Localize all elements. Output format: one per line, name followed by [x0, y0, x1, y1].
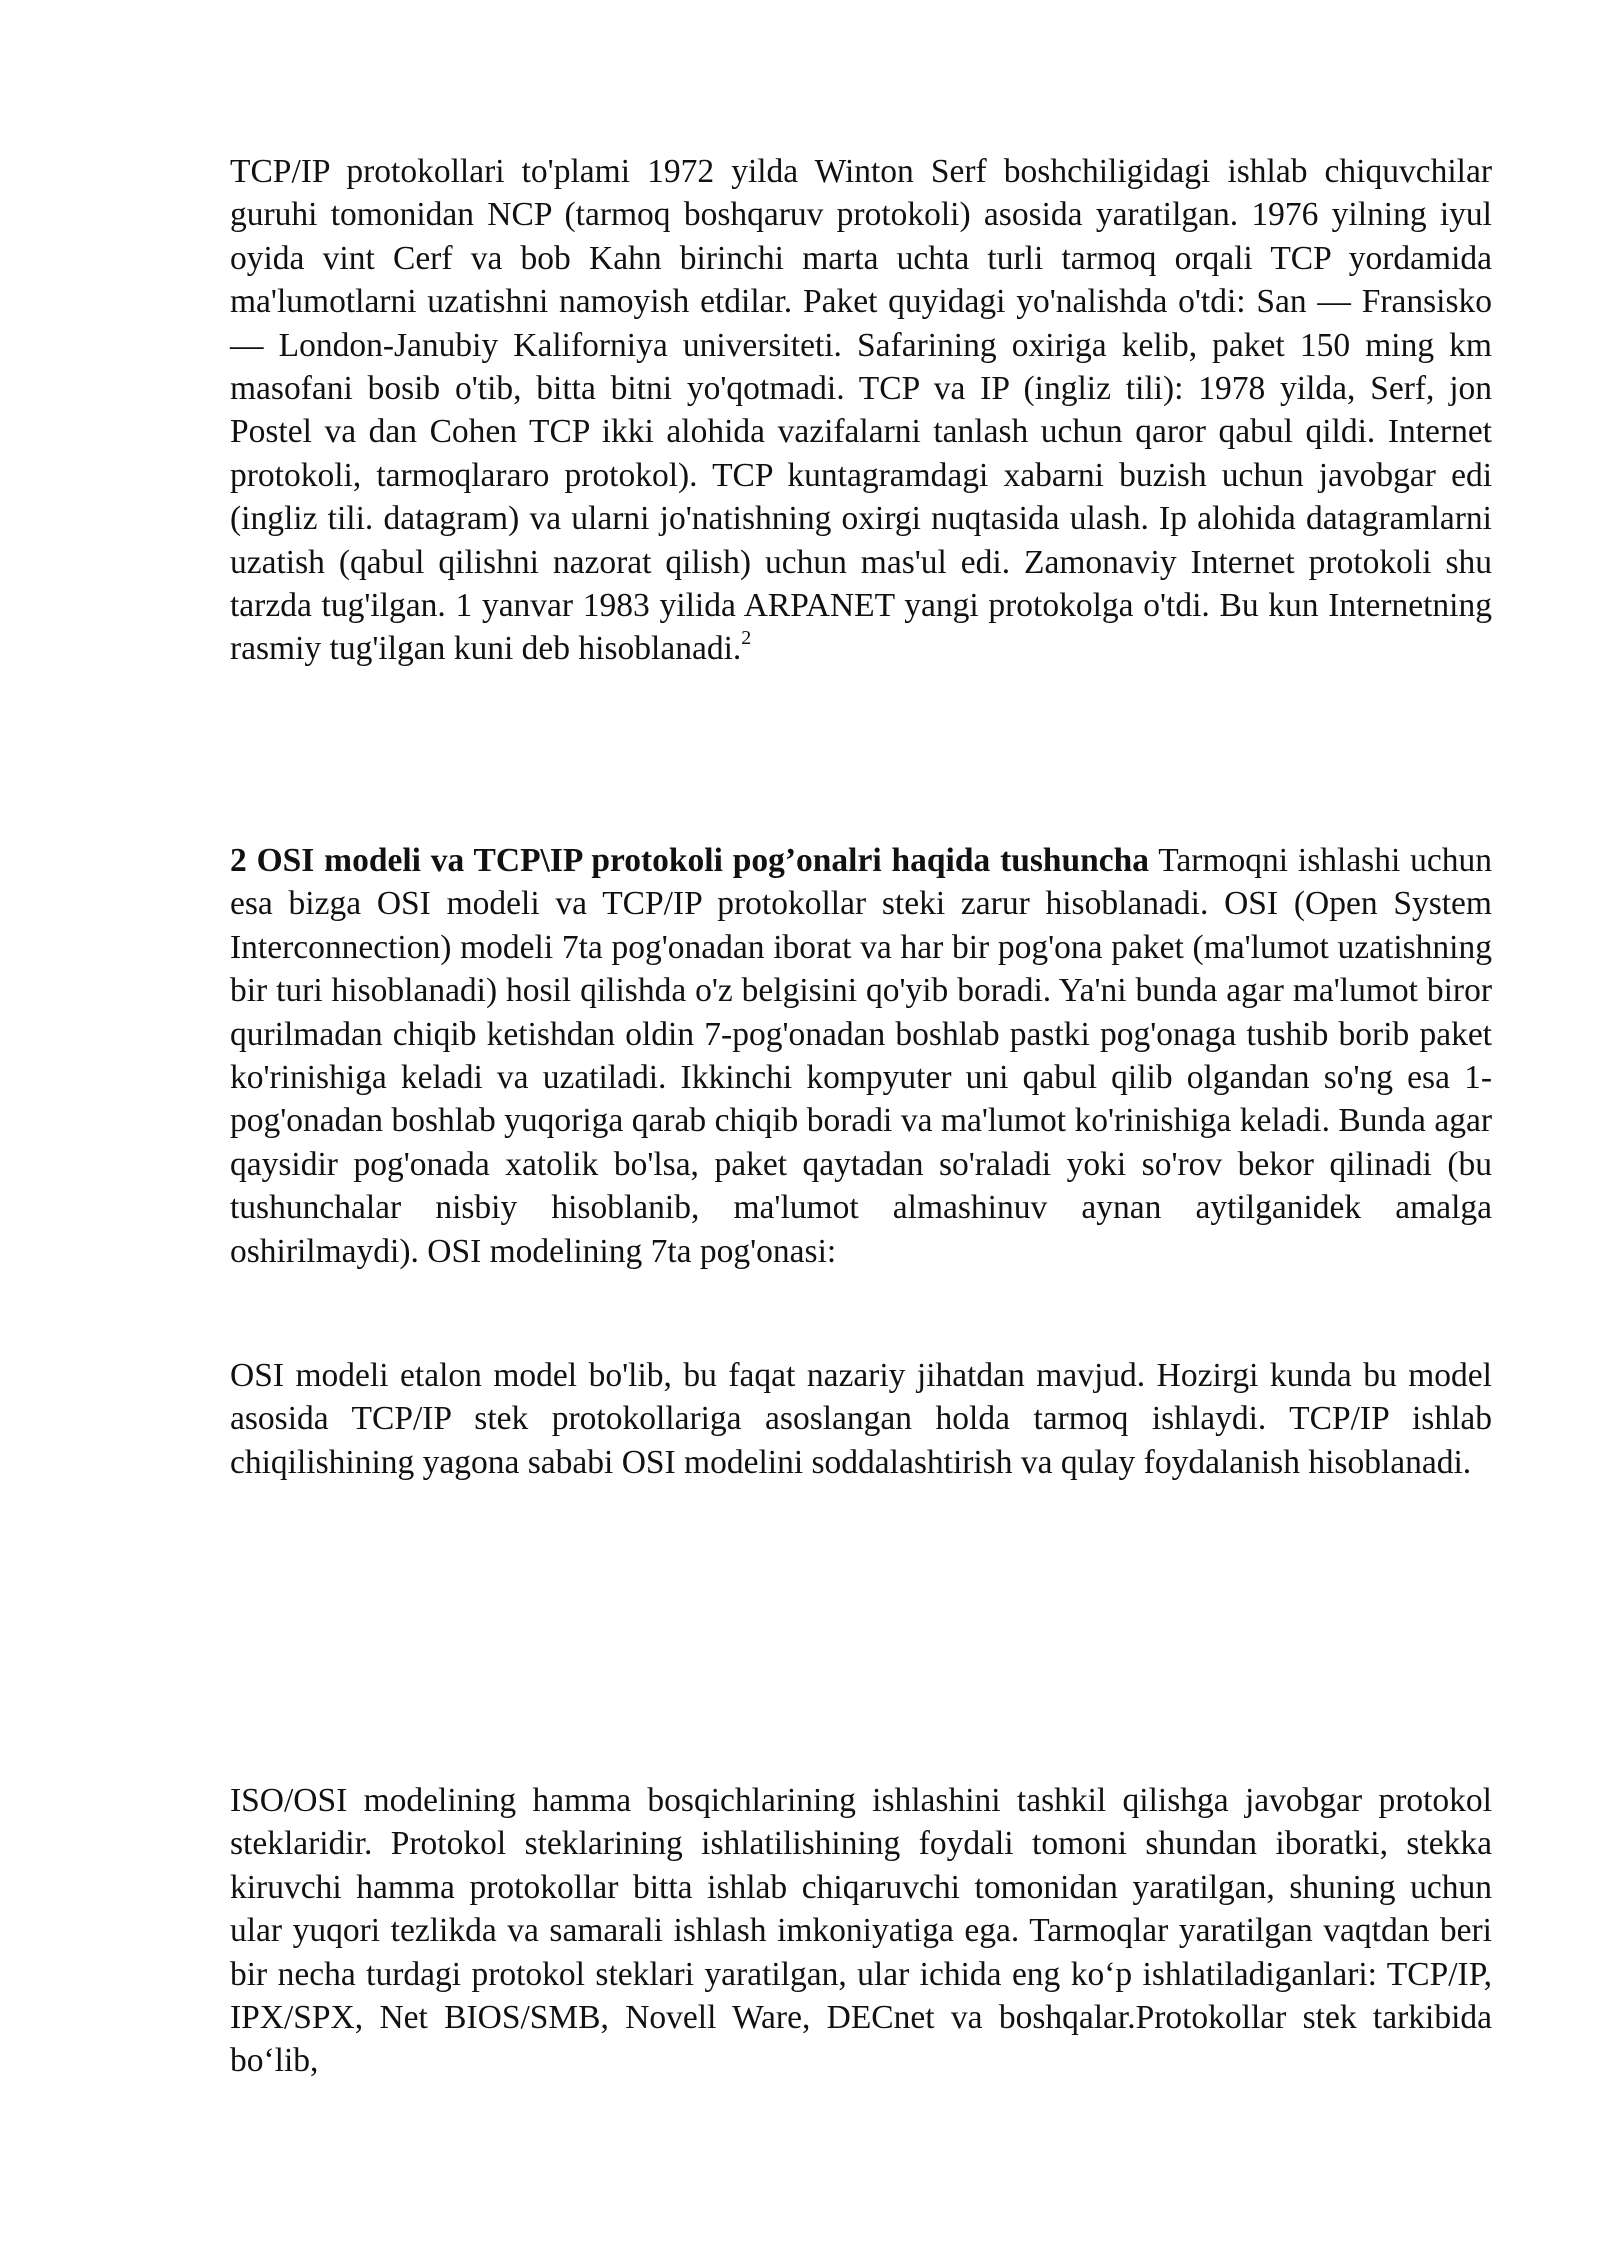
paragraph-text: TCP/IP protokollari to'plami 1972 yilda Winton Serf boshchiligidagi ishlab chiquvchilar guruhi tomonidan NCP (tarmoq boshqaruv protokoli) asosida yaratilgan. 1976 yilning iyul oyida vint Cerf va bob Kahn birinchi marta uchta turli tarmoq orqali TCP yordamida ma'lumotlarni uzatishni namoyish etdilar. Paket quyidagi yo'nalishda o'tdi: San — Fransisko — London-Janubiy Kaliforniya universiteti. Safarining oxiriga kelib, paket 150 ming km masofani bosib o'tib, bitta bitni yo'qotmadi. TCP va IP (ingliz tili): 1978 yilda, Serf, jon Postel va dan Cohen TCP ikki alohida vazifalarni tanlash uchun qaror qabul qildi. Internet protokoli, tarmoqlararo protokol). TCP kuntagramdagi xabarni buzish uchun javobgar edi (ingliz tili. datagram) va ularni jo'natishning oxirgi nuqtasida ulash. Ip alohida datagramlarni uzatish (qabul qilishni nazorat qilish) uchun mas'ul edi. Zamonaviy Internet protokoli shu tarzda tug'ilgan. 1 yanvar 1983 yilida ARPANET yangi protokolga o'tdi. Bu kun Internetning rasmiy tug'ilgan kuni deb hisoblanadi.	[230, 153, 1492, 668]
paragraph-text: ISO/OSI modelining hamma bosqichlarining ishlashini tashkil qilishga javobgar protokol steklaridir. Protokol steklarining ishlatilishining foydali tomoni shundan iboratki, stekka kiruvchi hamma protokollar bitta ishlab chiqaruvchi tomonidan yaratilgan, shuning uchun ular yuqori tezlikda va samarali ishlash imkoniyatiga ega. Tarmoqlar yaratilgan vaqtdan beri bir necha turdagi protokol steklari yaratilgan, ular ichida eng ko‘p ishlatiladiganlari: TCP/IP, IPX/SPX, Net BIOS/SMB, Novell Ware, DECnet va boshqalar.Protokollar stek tarkibida bo‘lib,	[230, 1782, 1492, 2080]
paragraph-tcpip-history	[230, 150, 1492, 671]
paragraph-osi-etalon	[230, 1354, 1492, 1484]
section-heading: 2 OSI modeli va TCP\IP protokoli pog’onalri haqida tushuncha	[230, 842, 1150, 879]
paragraph-text: OSI modeli etalon model bo'lib, bu faqat nazariy jihatdan mavjud. Hozirgi kunda bu model asosida TCP/IP stek protokollariga asoslangan holda tarmoq ishlaydi. TCP/IP ishlab chiqilishining yagona sababi OSI modelini soddalashtirish va qulay foydalanish hisoblanadi.	[230, 1357, 1492, 1481]
footnote-reference: 2	[741, 627, 752, 650]
paragraph-text: Tarmoqni ishlashi uchun esa bizga OSI modeli va TCP/IP protokollar steki zarur hisoblanadi. OSI (Open System Interconnection) modeli 7ta pog'onadan iborat va har bir pog'ona paket (ma'lumot uzatishning bir turi hisoblanadi) hosil qilishda o'z belgisini qo'yib boradi. Ya'ni bunda agar ma'lumot biror qurilmadan chiqib ketishdan oldin 7-pog'onadan boshlab pastki pog'onaga tushib borib paket ko'rinishiga keladi va uzatiladi. Ikkinchi kompyuter uni qabul qilib olgandan so'ng esa 1-pog'onadan boshlab yuqoriga qarab chiqib boradi va ma'lumot ko'rinishiga keladi. Bunda agar qaysidir pog'onada xatolik bo'lsa, paket qaytadan so'raladi yoki so'rov bekor qilinadi (bu tushunchalar nisbiy hisoblanib, ma'lumot almashinuv aynan aytilganidek amalga oshirilmaydi). OSI modelining 7ta pog'onasi:	[230, 842, 1492, 1270]
paragraph-protocol-stacks	[230, 1779, 1492, 2083]
paragraph-osi-model	[230, 839, 1492, 1273]
